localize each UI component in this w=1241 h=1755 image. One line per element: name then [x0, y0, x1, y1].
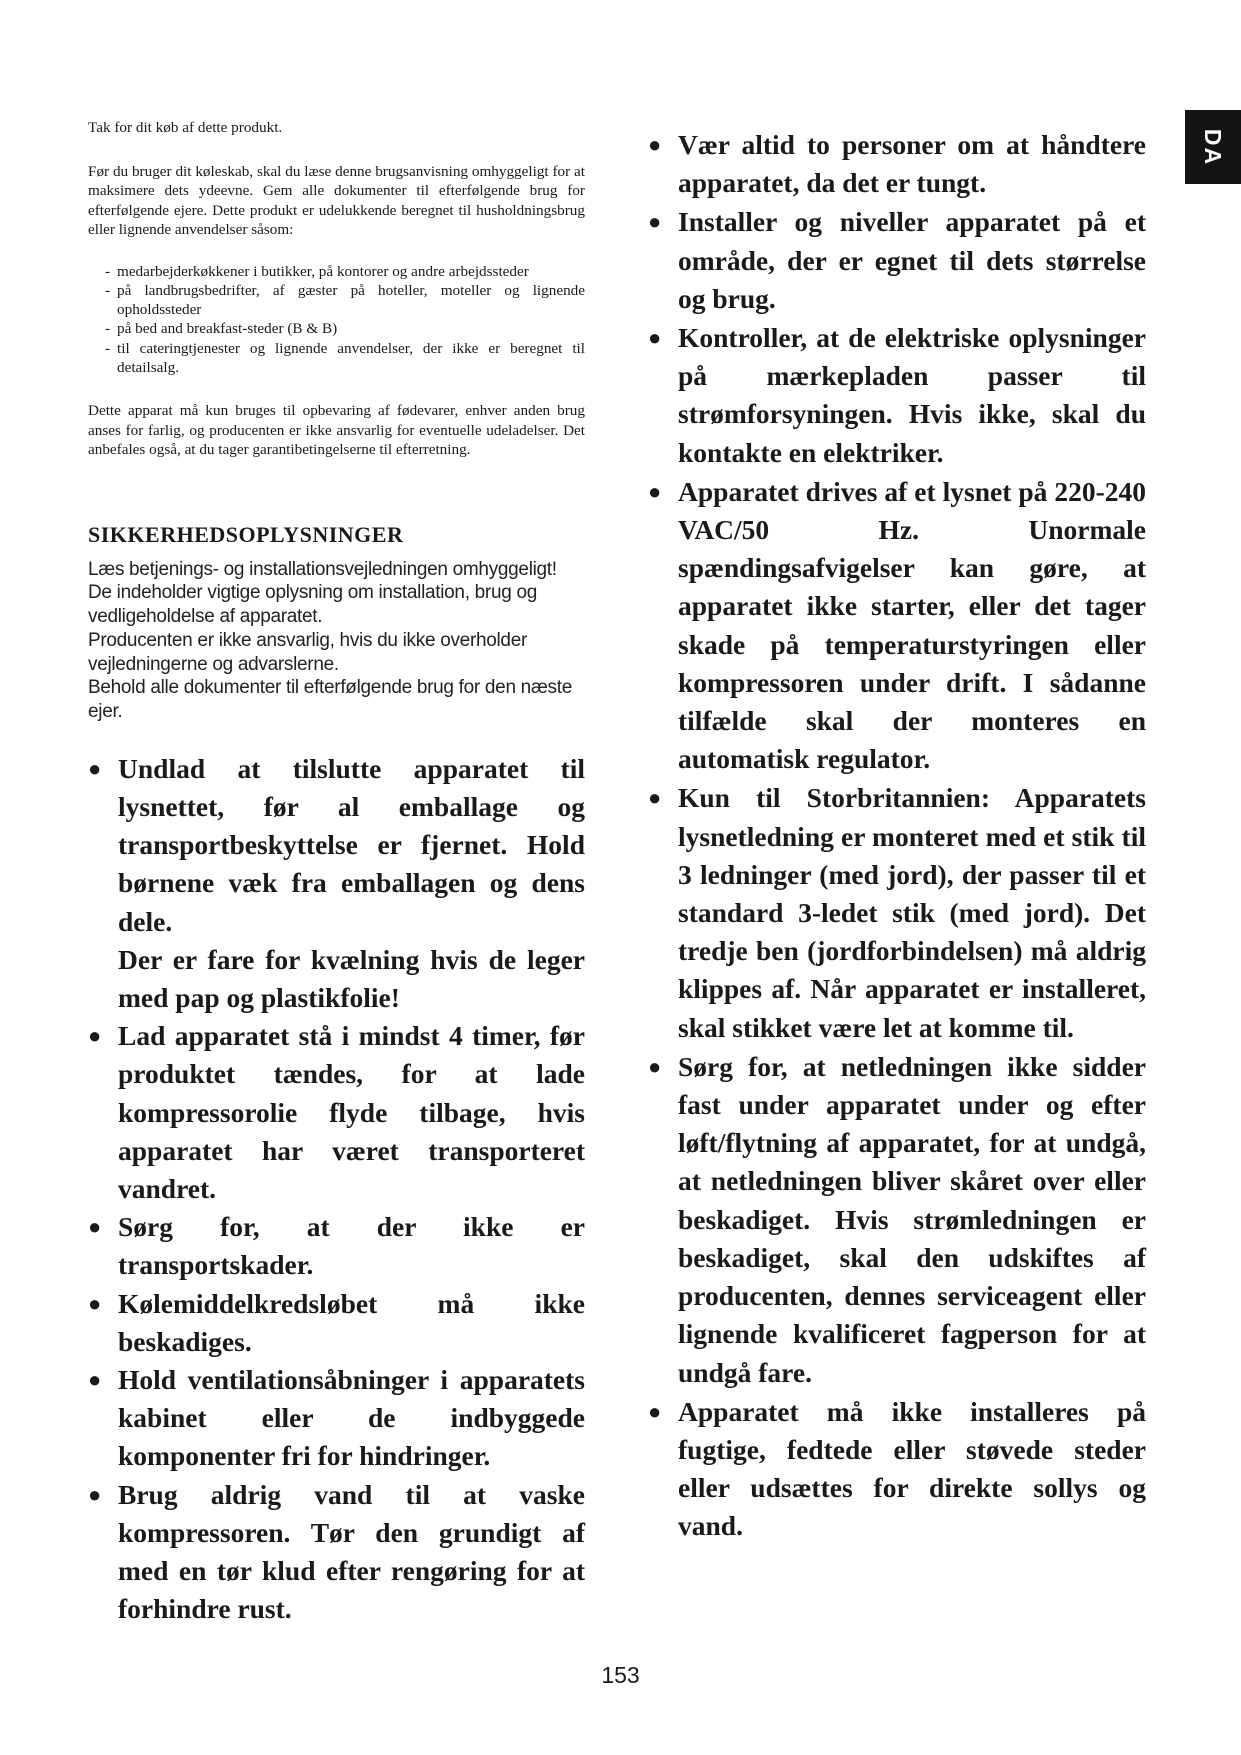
safety-bullet: ● Kontroller, at de elektriske oplysninger på mærkepladen passer til strømforsyningen. Hvis ikke, skal du kontakte en elektriker. [648, 319, 1146, 472]
bullet-icon: ● [88, 1214, 102, 1240]
left-column [88, 118, 585, 1628]
bullet-icon: ● [88, 755, 102, 781]
use-list [88, 262, 585, 378]
bullet-icon: ● [648, 1053, 662, 1079]
safety-bullet: ● Sørg for, at netledningen ikke sidder fast under apparatet under og efter løft/flytning af apparatet, for at undgå, at netledningen bliver skåret over eller beskadiget. Hvis strømledningen er beskadiget, skal den udskiftes af producenten, dennes serviceagent eller lignende kvalificeret fagperson for at undgå fare. [648, 1048, 1146, 1392]
use-item: - medarbejderkøkkener i butikker, på kontorer og andre arbejdssteder [105, 262, 529, 280]
safety-bullet: ● Undlad at tilslutte apparatet til lysnettet, før al emballage og transportbeskyttelse er fjernet. Hold børnene væk fra emballagen og dens dele. Der er fare for kvælning hvis de leger med pap og plastikfolie! [88, 750, 585, 1017]
bullet-icon: ● [648, 1398, 662, 1424]
bullet-continuation: Der er fare for kvælning hvis de leger med pap og plastikfolie! [118, 943, 585, 1013]
intro-food-only: Dette apparat må kun bruges til opbevaring af fødevarer, enhver anden brug anses for farlig, og producenten er ikke ansvarlig for eventuelle udeladelser. Det anbefales også, at du tager garantibetingelserne til efterretning. [88, 402, 585, 459]
safety-line: Producenten er ikke ansvarlig, hvis du ikke overholder vejledningerne og advarslerne. [88, 629, 527, 675]
use-item: - til cateringtjenester og lignende anvendelser, der ikke er beregnet til detailsalg. [105, 339, 585, 376]
right-safety-bullets [648, 126, 1146, 1546]
safety-line: De indeholder vigtige oplysning om installation, brug og vedligeholdelse af apparatet. [88, 582, 537, 628]
safety-bullet: ● Sørg for, at der ikke er transportskader. [88, 1208, 585, 1284]
left-safety-bullets [88, 750, 585, 1629]
bullet-icon: ● [88, 1366, 102, 1392]
safety-bullet: ● Kølemiddelkredsløbet må ikke beskadiges. [88, 1285, 585, 1361]
safety-line: Behold alle dokumenter til efterfølgende brug for den næste ejer. [88, 677, 572, 722]
bullet-icon: ● [648, 209, 662, 235]
bullet-icon: ● [648, 478, 662, 504]
safety-line: Læs betjenings- og installationsvejledningen omhyggeligt! [88, 558, 557, 580]
use-item: - på bed and breakfast-steder (B & B) [105, 320, 338, 338]
safety-bullet: ● Apparatet drives af et lysnet på 220-240 VAC/50 Hz. Unormale spændingsafvigelser kan gøre, at apparatet ikke starter, eller det tager skade på temperaturstyringen eller kompressoren under drift. I sådanne tilfælde skal der monteres en automatisk regulator. [648, 473, 1146, 779]
page-number: 153 [601, 1662, 640, 1688]
safety-heading: SIKKERHEDSOPLYSNINGER [88, 521, 404, 547]
bullet-icon: ● [648, 785, 662, 811]
intro-before-use: Før du bruger dit køleskab, skal du læse denne brugsanvisning omhyggeligt for at maksimere dets ydeevne. Gem alle dokumenter til efterfølgende brug for efterfølgende ejere. Dette produkt er udelukkende beregnet til husholdningsbrug eller lignende anvendelser såsom: [88, 162, 585, 238]
safety-bullet: ● Installer og niveller apparatet på et område, der er egnet til dets størrelse og brug. [648, 203, 1146, 318]
bullet-icon: ● [648, 132, 662, 157]
intro-thanks: Tak for dit køb af dette produkt. [88, 119, 283, 136]
safety-bullet: ● Vær altid to personer om at håndtere apparatet, da det er tungt. [648, 126, 1146, 202]
safety-bullet: ● Hold ventilationsåbninger i apparatets kabinet eller de indbyggede komponenter fri for hindringer. [88, 1361, 585, 1476]
language-tab [1185, 110, 1241, 184]
safety-bullet: ● Apparatet må ikke installeres på fugtige, fedtede eller støvede steder eller udsættes for direkte sollys og vand. [648, 1393, 1146, 1546]
bullet-icon: ● [88, 1023, 102, 1049]
safety-intro [88, 558, 585, 724]
safety-bullet: ● Kun til Storbritannien: Apparatets lysnetledning er monteret med et stik til 3 ledninger (med jord), der passer til et standard 3-ledet stik (med jord). Det tredje ben (jordforbindelsen) må aldrig klippes af. Når apparatet er installeret, skal stikket være let at komme til. [648, 779, 1146, 1046]
bullet-icon: ● [88, 1481, 102, 1507]
bullet-icon: ● [648, 325, 662, 351]
right-column [648, 126, 1146, 1547]
use-item: - på landbrugsbedrifter, af gæster på hoteller, moteller og lignende opholdssteder [105, 281, 585, 319]
bullet-icon: ● [88, 1290, 102, 1316]
safety-bullet: ● Lad apparatet stå i mindst 4 timer, før produktet tændes, for at lade kompressorolie flyde tilbage, hvis apparatet har været transporteret vandret. [88, 1017, 585, 1208]
safety-bullet: ● Brug aldrig vand til at vaske kompressoren. Tør den grundigt af med en tør klud efter rengøring for at forhindre rust. [88, 1476, 585, 1629]
language-tab-label: DA [1200, 128, 1227, 166]
